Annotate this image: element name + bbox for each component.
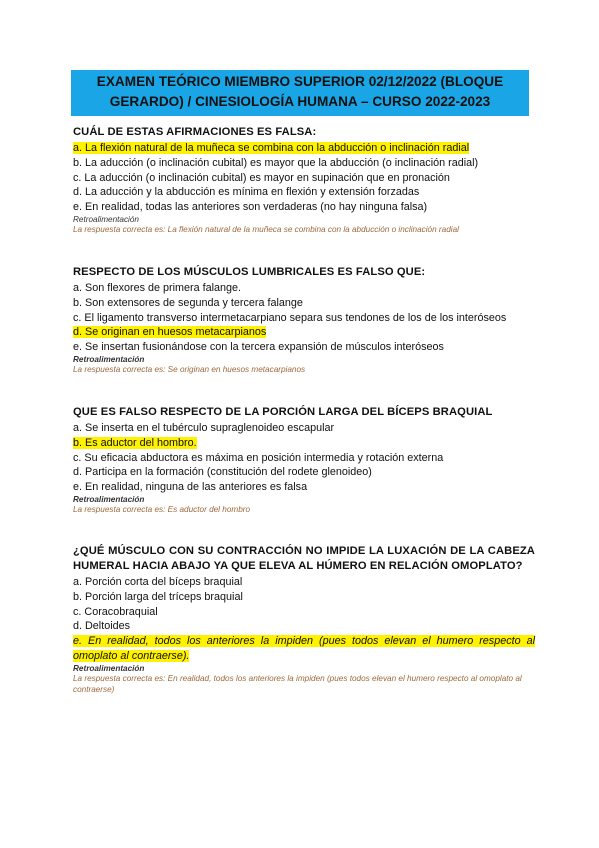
option-c: c. La aducción (o inclinación cubital) es mayor en supinación que en pronación [73,171,450,184]
option-e: e. En realidad, todas las anteriores son verdaderas (no hay ninguna falsa) [73,201,428,214]
option-d: d. Deltoides [73,620,131,633]
option-c: c. Coracobraquial [73,605,158,618]
exam-title-line-1: EXAMEN TEÓRICO MIEMBRO SUPERIOR 02/12/2022 (BLOQUE [96,74,504,89]
option-a: a. Se inserta en el tubérculo supraglenoideo escapular [73,422,335,434]
correct-answer-text: La respuesta correcta es: La flexión natural de la muñeca se combina con la abducción o inclinación radial [73,225,459,235]
option-a: a. Son flexores de primera falange. [73,282,242,294]
question-3 [73,405,533,516]
option-b: b. La aducción (o inclinación cubital) es mayor que la abducción (o inclinación radial) [73,156,479,169]
question-1 [73,125,533,236]
exam-title-line-2: GERARDO) / CINESIOLOGÍA HUMANA – CURSO 2022-2023 [109,94,491,109]
correct-answer-text: La respuesta correcta es: Es aductor del hombro [73,505,251,515]
question-title: RESPECTO DE LOS MÚSCULOS LUMBRICALES ES FALSO QUE: [73,266,426,278]
correct-answer-text: La respuesta correcta es: Se originan en huesos metacarpianos [73,365,306,375]
option-b: b. Porción larga del tríceps braquial [73,590,243,603]
correct-answer-text: La respuesta correcta es: En realidad, todos los anteriores la impiden (pues todos elevan el humero respecto al omoplato al contraerse) [73,674,522,694]
option-e: e. En realidad, ninguna de las anteriores es falsa [73,481,308,494]
option-c: c. El ligamento transverso intermetacarpiano separa sus tendones de los de los interóseos [73,311,507,324]
exam-title-banner [71,70,529,116]
question-title: CUÁL DE ESTAS AFIRMACIONES ES FALSA: [73,126,317,138]
feedback-label: Retroalimentación [73,663,145,673]
option-d-correct: d. Se originan en huesos metacarpianos [73,326,267,339]
option-b: b. Son extensores de segunda y tercera falange [73,296,303,309]
feedback-label: Retroalimentación [73,214,139,224]
option-b-correct: b. Es aductor del hombro. [73,436,197,449]
option-c: c. Su eficacia abductora es máxima en posición intermedia y rotación externa [73,451,444,464]
option-a: a. Porción corta del bíceps braquial [73,576,243,588]
option-e: e. Se insertan fusionándose con la tercera expansión de músculos interóseos [73,341,444,354]
question-4 [73,544,535,695]
question-title: QUE ES FALSO RESPECTO DE LA PORCIÓN LARGA DEL BÍCEPS BRAQUIAL [73,406,493,418]
option-e-correct: e. En realidad, todos los anteriores la impiden (pues todos elevan el humero respecto al omoplato al contraerse). [73,635,535,662]
option-d: d. La aducción y la abducción es mínima en flexión y extensión forzadas [73,186,420,199]
option-d: d. Participa en la formación (constitución del rodete glenoideo) [73,466,372,479]
question-2 [73,265,533,376]
feedback-label: Retroalimentación [73,494,145,504]
feedback-label: Retroalimentación [73,354,145,364]
option-a-correct: a. La flexión natural de la muñeca se combina con la abducción o inclinación radial [73,142,470,154]
question-title: ¿QUÉ MÚSCULO CON SU CONTRACCIÓN NO IMPIDE LA LUXACIÓN DE LA CABEZA HUMERAL HACIA ABAJO YA QUE ELEVA AL HÚMERO EN RELACIÓN OMOPLATO? [73,545,535,572]
